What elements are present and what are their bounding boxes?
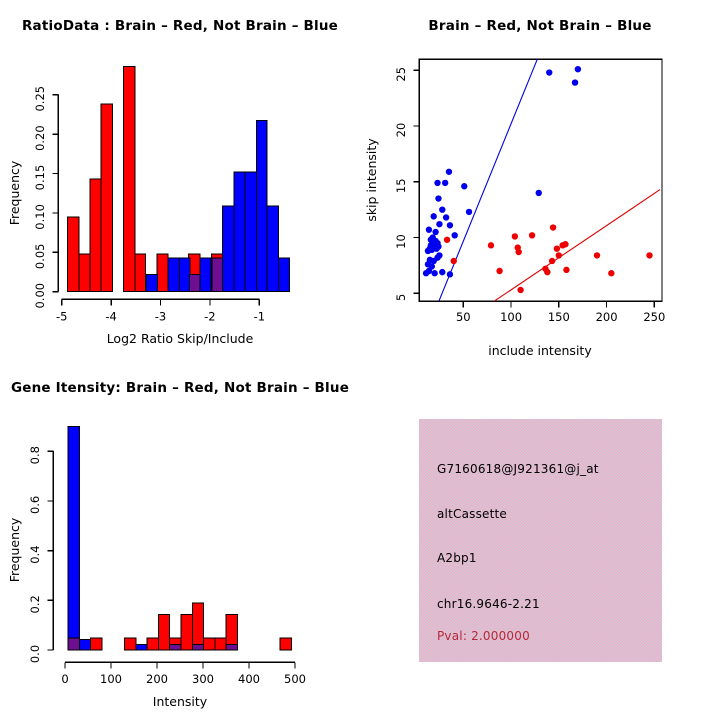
data-point — [554, 246, 560, 252]
data-point — [562, 241, 568, 247]
tick-label: 0.8 — [28, 446, 42, 465]
scatter-y-axis-label: skip intensity — [364, 138, 379, 222]
event-type-text: altCassette — [437, 507, 508, 521]
gene-histogram-x-axis-label: Intensity — [152, 694, 208, 709]
data-point — [452, 232, 458, 238]
data-point — [430, 213, 436, 219]
data-point — [442, 180, 448, 186]
data-point — [572, 79, 578, 85]
plot-box — [419, 59, 662, 301]
bar — [68, 426, 80, 650]
data-point — [646, 252, 652, 258]
bar — [90, 638, 102, 650]
tick-label: 100 — [500, 310, 523, 324]
bar — [79, 254, 90, 292]
scatter-x-axis-label: include intensity — [488, 343, 592, 358]
bar — [68, 217, 79, 292]
data-point — [443, 214, 449, 220]
bar — [280, 638, 292, 650]
data-point — [544, 269, 550, 275]
panel-gene-intensity-histogram — [0, 360, 360, 720]
panel-intensity-scatter — [360, 0, 720, 360]
data-point — [439, 206, 445, 212]
info-card — [419, 419, 662, 662]
bar — [212, 258, 223, 292]
tick-label: 0.00 — [33, 282, 47, 309]
data-point — [563, 267, 569, 273]
gene-intensity-histogram-plot — [0, 360, 360, 720]
data-point — [466, 209, 472, 215]
tick-label: 15 — [394, 178, 408, 194]
tick-label: 0.6 — [28, 495, 42, 515]
bar — [146, 274, 157, 291]
data-point — [451, 258, 457, 264]
tick-label: 0.20 — [33, 125, 47, 151]
bar — [181, 614, 193, 650]
bar — [123, 66, 134, 291]
bars-not_brain_blue — [68, 426, 147, 650]
intensity-scatter-plot — [360, 0, 720, 360]
data-point — [461, 183, 467, 189]
tick-label: 0.15 — [33, 164, 47, 191]
bar — [79, 639, 90, 650]
bar — [169, 645, 181, 650]
tick-label: 0.05 — [33, 243, 47, 270]
data-point — [434, 180, 440, 186]
data-point — [517, 287, 523, 293]
tick-label: 0.4 — [28, 545, 42, 564]
data-point — [594, 252, 600, 258]
ratio-histogram-y-axis-label: Frequency — [7, 160, 22, 226]
tick-label: 100 — [100, 672, 122, 686]
bars-brain_red — [68, 603, 292, 650]
bar — [192, 645, 203, 650]
tick-label: -2 — [204, 309, 216, 324]
bar — [192, 603, 203, 650]
data-point — [431, 270, 437, 276]
pval-text: Pval: 2.000000 — [437, 629, 530, 643]
chromosome-text: chr16.9646-2.21 — [437, 597, 540, 611]
data-point — [515, 249, 521, 255]
data-point — [426, 227, 432, 233]
data-point — [444, 237, 450, 243]
data-point — [496, 268, 502, 274]
data-point — [546, 69, 552, 75]
data-point — [608, 270, 614, 276]
bar — [223, 206, 234, 292]
tick-label: 50 — [455, 310, 471, 324]
bar — [68, 638, 80, 650]
tick-label: 0.0 — [28, 644, 42, 664]
data-point — [435, 195, 441, 201]
tick-label: 150 — [547, 310, 570, 324]
bar — [168, 258, 179, 292]
data-point — [439, 269, 445, 275]
bar — [136, 645, 147, 650]
data-point — [512, 233, 518, 239]
bar — [179, 258, 190, 292]
data-point — [446, 169, 452, 175]
data-point — [435, 243, 441, 249]
bar — [267, 206, 278, 292]
bars-brain_red — [68, 66, 223, 291]
data-point — [436, 221, 442, 227]
bar — [190, 274, 200, 291]
gene-name-text: A2bp1 — [437, 551, 477, 565]
tick-label: 20 — [394, 122, 408, 138]
bar — [200, 258, 211, 292]
panel-info-card — [360, 360, 720, 720]
data-point — [556, 252, 562, 258]
tick-label: -1 — [253, 309, 266, 324]
data-point — [430, 234, 436, 240]
data-point — [436, 252, 442, 258]
tick-label: 10 — [394, 234, 408, 249]
data-point — [447, 271, 453, 277]
tick-label: -5 — [55, 309, 68, 324]
tick-label: 5 — [394, 293, 408, 301]
ratio-histogram-plot — [0, 0, 360, 360]
tick-label: 25 — [394, 66, 408, 82]
tick-label: -4 — [105, 309, 117, 324]
blue_fit_line — [439, 59, 537, 301]
tick-label: 0.25 — [33, 85, 47, 112]
data-point — [529, 232, 535, 238]
data-point — [550, 224, 556, 230]
bar — [234, 172, 245, 292]
data-point — [549, 258, 555, 264]
bar — [203, 638, 215, 650]
bar — [158, 614, 169, 650]
bar — [256, 121, 267, 292]
panel-ratio-histogram — [0, 0, 360, 360]
tick-label: 500 — [284, 672, 306, 686]
data-point — [432, 229, 438, 235]
points-brain_red — [444, 224, 653, 293]
tick-label: 0 — [61, 672, 69, 686]
bar — [147, 638, 159, 650]
tick-label: 0.10 — [33, 204, 47, 230]
tick-label: 300 — [192, 672, 214, 686]
probe-id-text: G7160618@J921361@j_at — [437, 462, 599, 476]
bar — [90, 179, 101, 292]
tick-label: 250 — [643, 310, 666, 324]
tick-label: 200 — [595, 310, 618, 324]
tick-label: 400 — [238, 672, 260, 686]
bar — [245, 172, 256, 292]
tick-label: 0.2 — [28, 595, 42, 614]
bar — [135, 254, 146, 292]
gene-histogram-y-axis-label: Frequency — [7, 517, 22, 583]
bar — [215, 638, 226, 650]
gene-histogram-title: Gene Itensity: Brain – Red, Not Brain – Blue — [10, 380, 350, 396]
data-point — [429, 263, 435, 269]
data-point — [488, 242, 494, 248]
tick-label: -3 — [154, 309, 167, 324]
scatter-title: Brain – Red, Not Brain – Blue — [428, 18, 652, 34]
ratio-histogram-x-axis-label: Log2 Ratio Skip/Include — [106, 331, 254, 346]
ratio-histogram-title: RatioData : Brain – Red, Not Brain – Blue — [21, 18, 339, 34]
bar — [157, 254, 168, 292]
data-point — [536, 190, 542, 196]
tick-label: 200 — [146, 672, 168, 686]
bar — [101, 104, 112, 292]
bar — [226, 645, 238, 650]
data-point — [447, 222, 453, 228]
bar — [124, 638, 136, 650]
data-point — [575, 66, 581, 72]
bar — [279, 258, 290, 292]
